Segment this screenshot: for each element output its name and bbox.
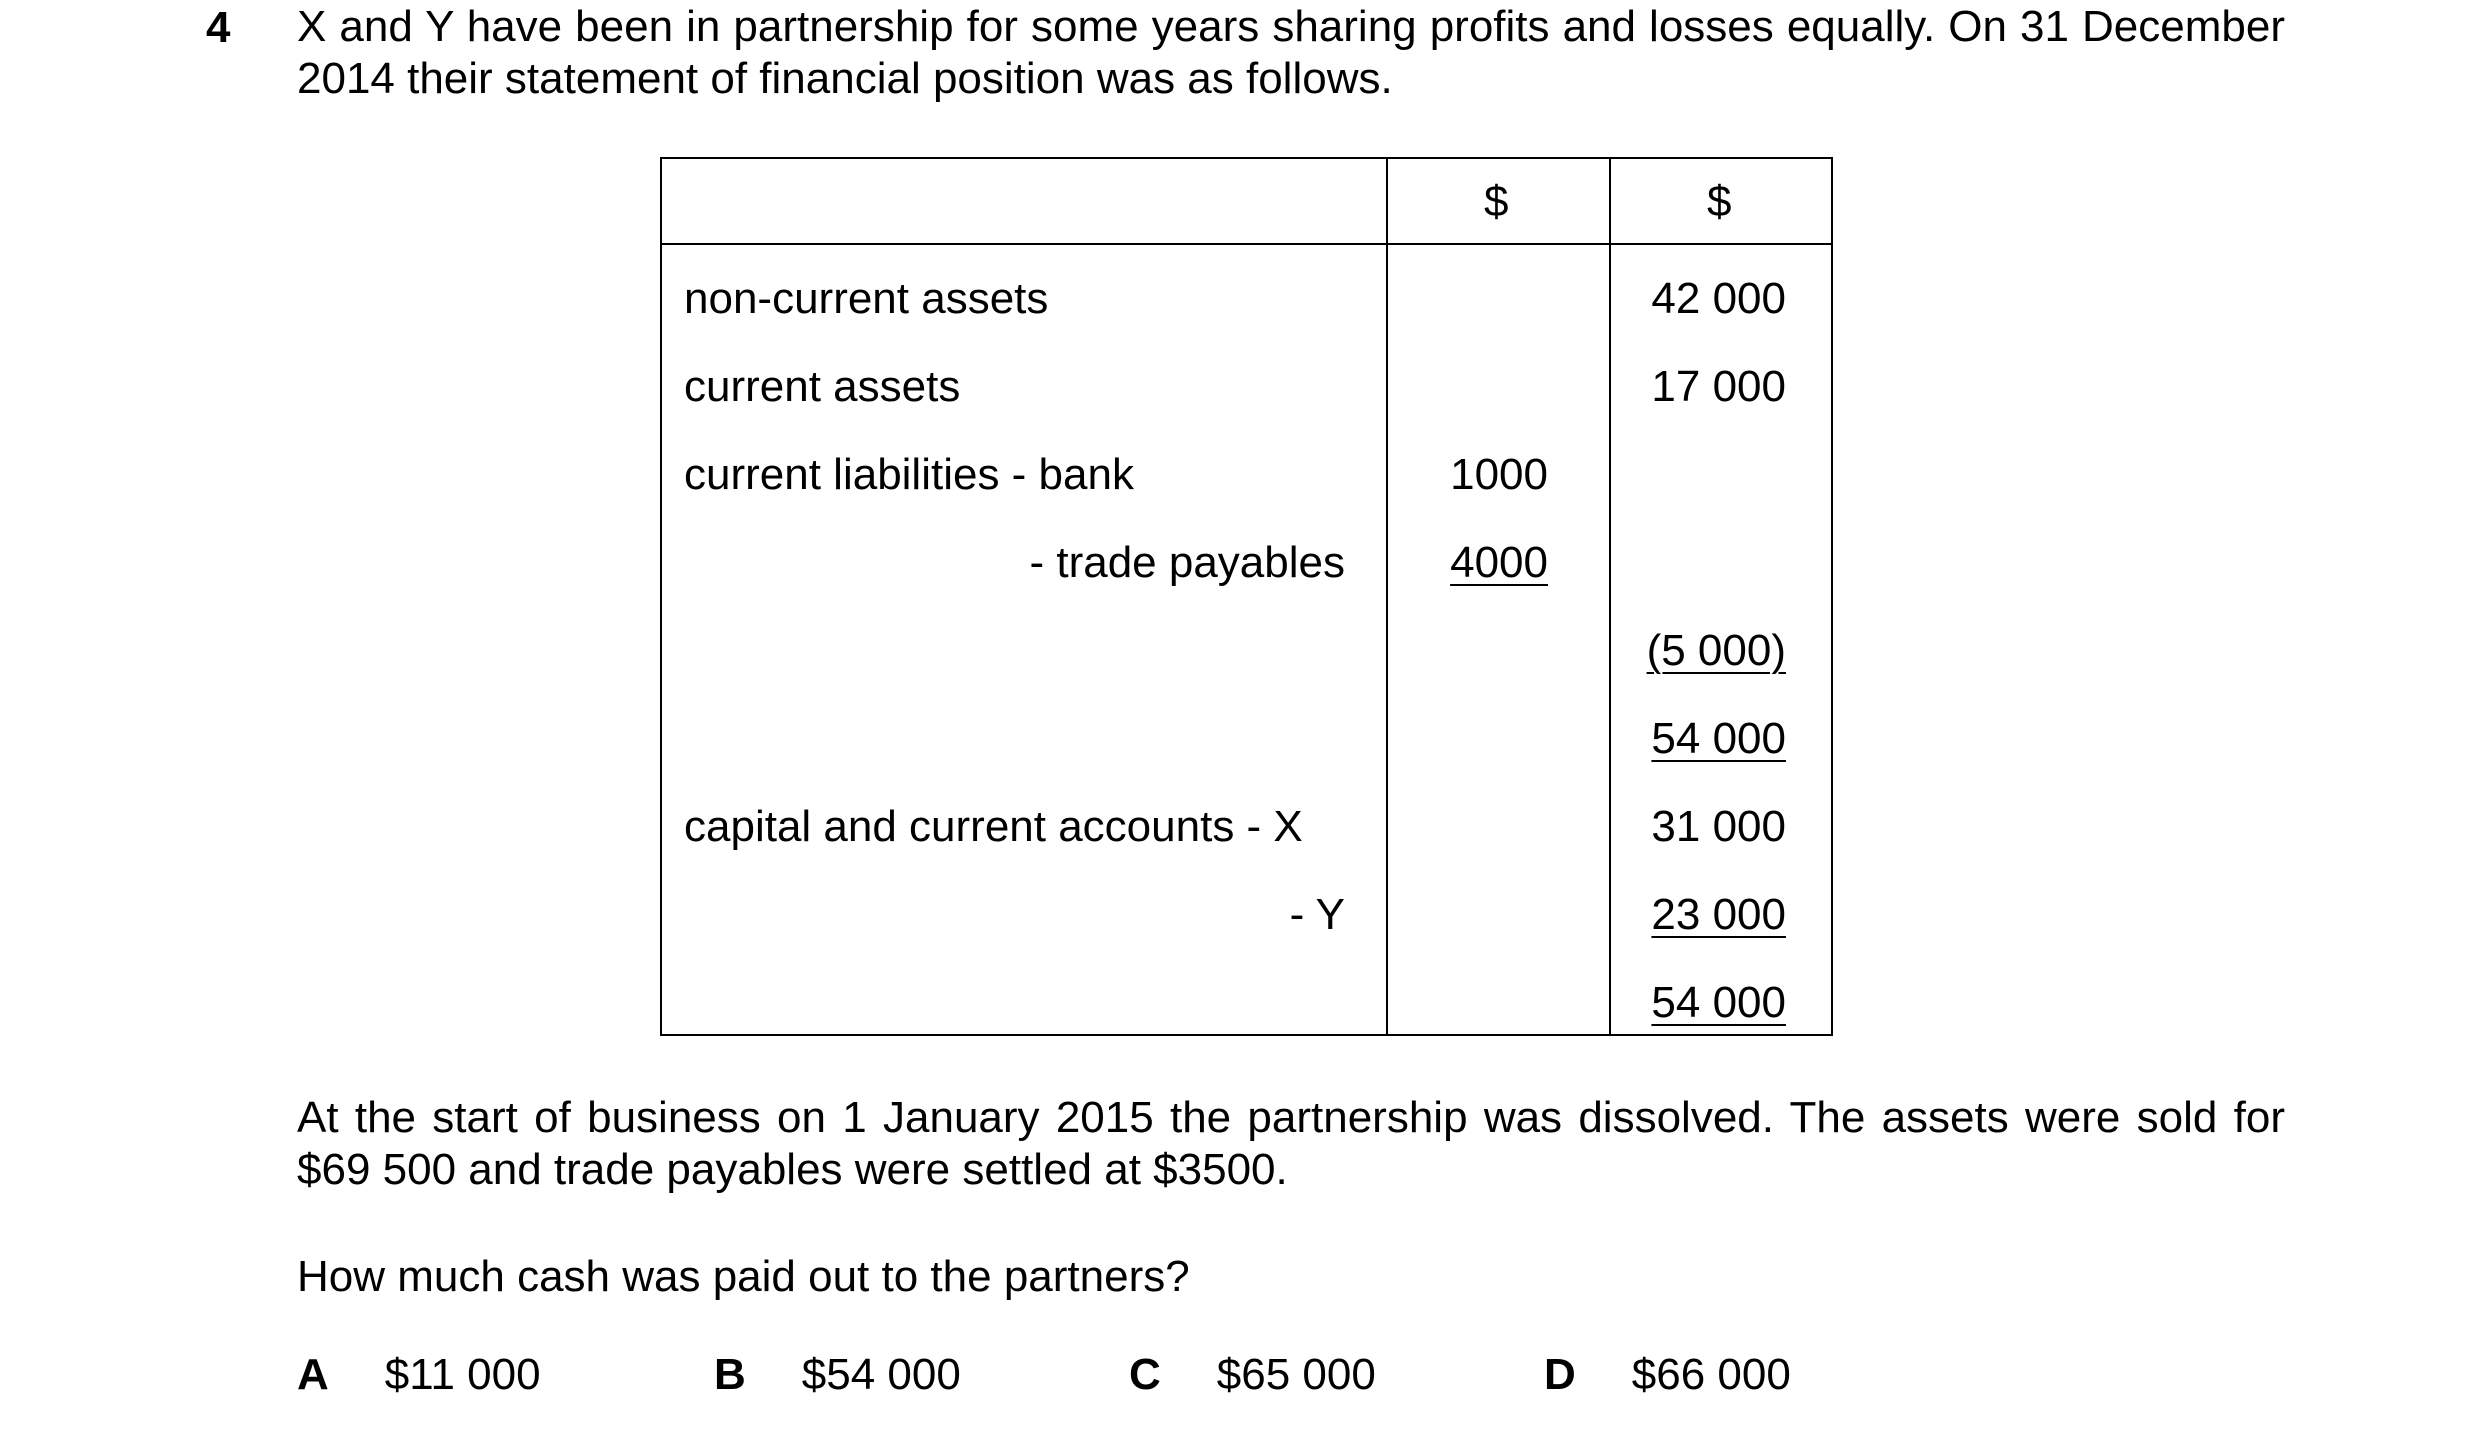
option-d-letter: D	[1544, 1350, 1576, 1399]
option-b-value: $54 000	[801, 1350, 961, 1399]
question-prompt: How much cash was paid out to the partners?	[297, 1252, 1190, 1301]
row-value-current-assets: 17 000	[1651, 362, 1786, 411]
row-value-capital-x: 31 000	[1651, 802, 1786, 851]
question-intro: X and Y have been in partnership for some years sharing profits and losses equally. On 31 December 2014 their statement of financial position was as follows.	[297, 2, 2285, 103]
option-c[interactable]	[1129, 1349, 1376, 1401]
option-a[interactable]	[297, 1349, 541, 1401]
row-value-total-liabilities: (5 000)	[1646, 626, 1786, 675]
row-desc-current-assets: current assets	[684, 362, 961, 411]
financial-position-table	[660, 157, 1833, 1036]
row-value-net-assets: 54 000	[1651, 714, 1786, 763]
option-d[interactable]	[1544, 1349, 1791, 1401]
column-header-2: $	[1707, 177, 1732, 226]
option-a-letter: A	[297, 1350, 329, 1399]
dissolution-text: At the start of business on 1 January 2015 the partnership was dissolved. The assets were sold for $69 500 and trade payables were settled at $3500.	[297, 1093, 2285, 1194]
row-value-capital-y: 23 000	[1651, 890, 1786, 939]
row-value-bank: 1000	[1450, 450, 1548, 499]
table-header-rule	[662, 243, 1831, 245]
table-divider-1	[1386, 159, 1388, 1034]
option-c-value: $65 000	[1216, 1350, 1376, 1399]
question-number: 4	[206, 3, 231, 52]
option-a-value: $11 000	[384, 1350, 541, 1399]
column-header-1: $	[1484, 177, 1509, 226]
row-desc-non-current-assets: non-current assets	[684, 274, 1049, 323]
row-desc-trade-payables: - trade payables	[1029, 538, 1345, 587]
row-value-total-capital: 54 000	[1651, 978, 1786, 1027]
row-desc-capital-y: - Y	[1289, 890, 1345, 939]
option-b[interactable]	[714, 1349, 961, 1401]
row-desc-bank: current liabilities - bank	[684, 450, 1134, 499]
option-d-value: $66 000	[1631, 1350, 1791, 1399]
row-value-non-current-assets: 42 000	[1651, 274, 1786, 323]
row-value-trade-payables: 4000	[1450, 538, 1548, 587]
option-b-letter: B	[714, 1350, 746, 1399]
option-c-letter: C	[1129, 1350, 1161, 1399]
table-divider-2	[1609, 159, 1611, 1034]
row-desc-capital-x: capital and current accounts - X	[684, 802, 1303, 851]
